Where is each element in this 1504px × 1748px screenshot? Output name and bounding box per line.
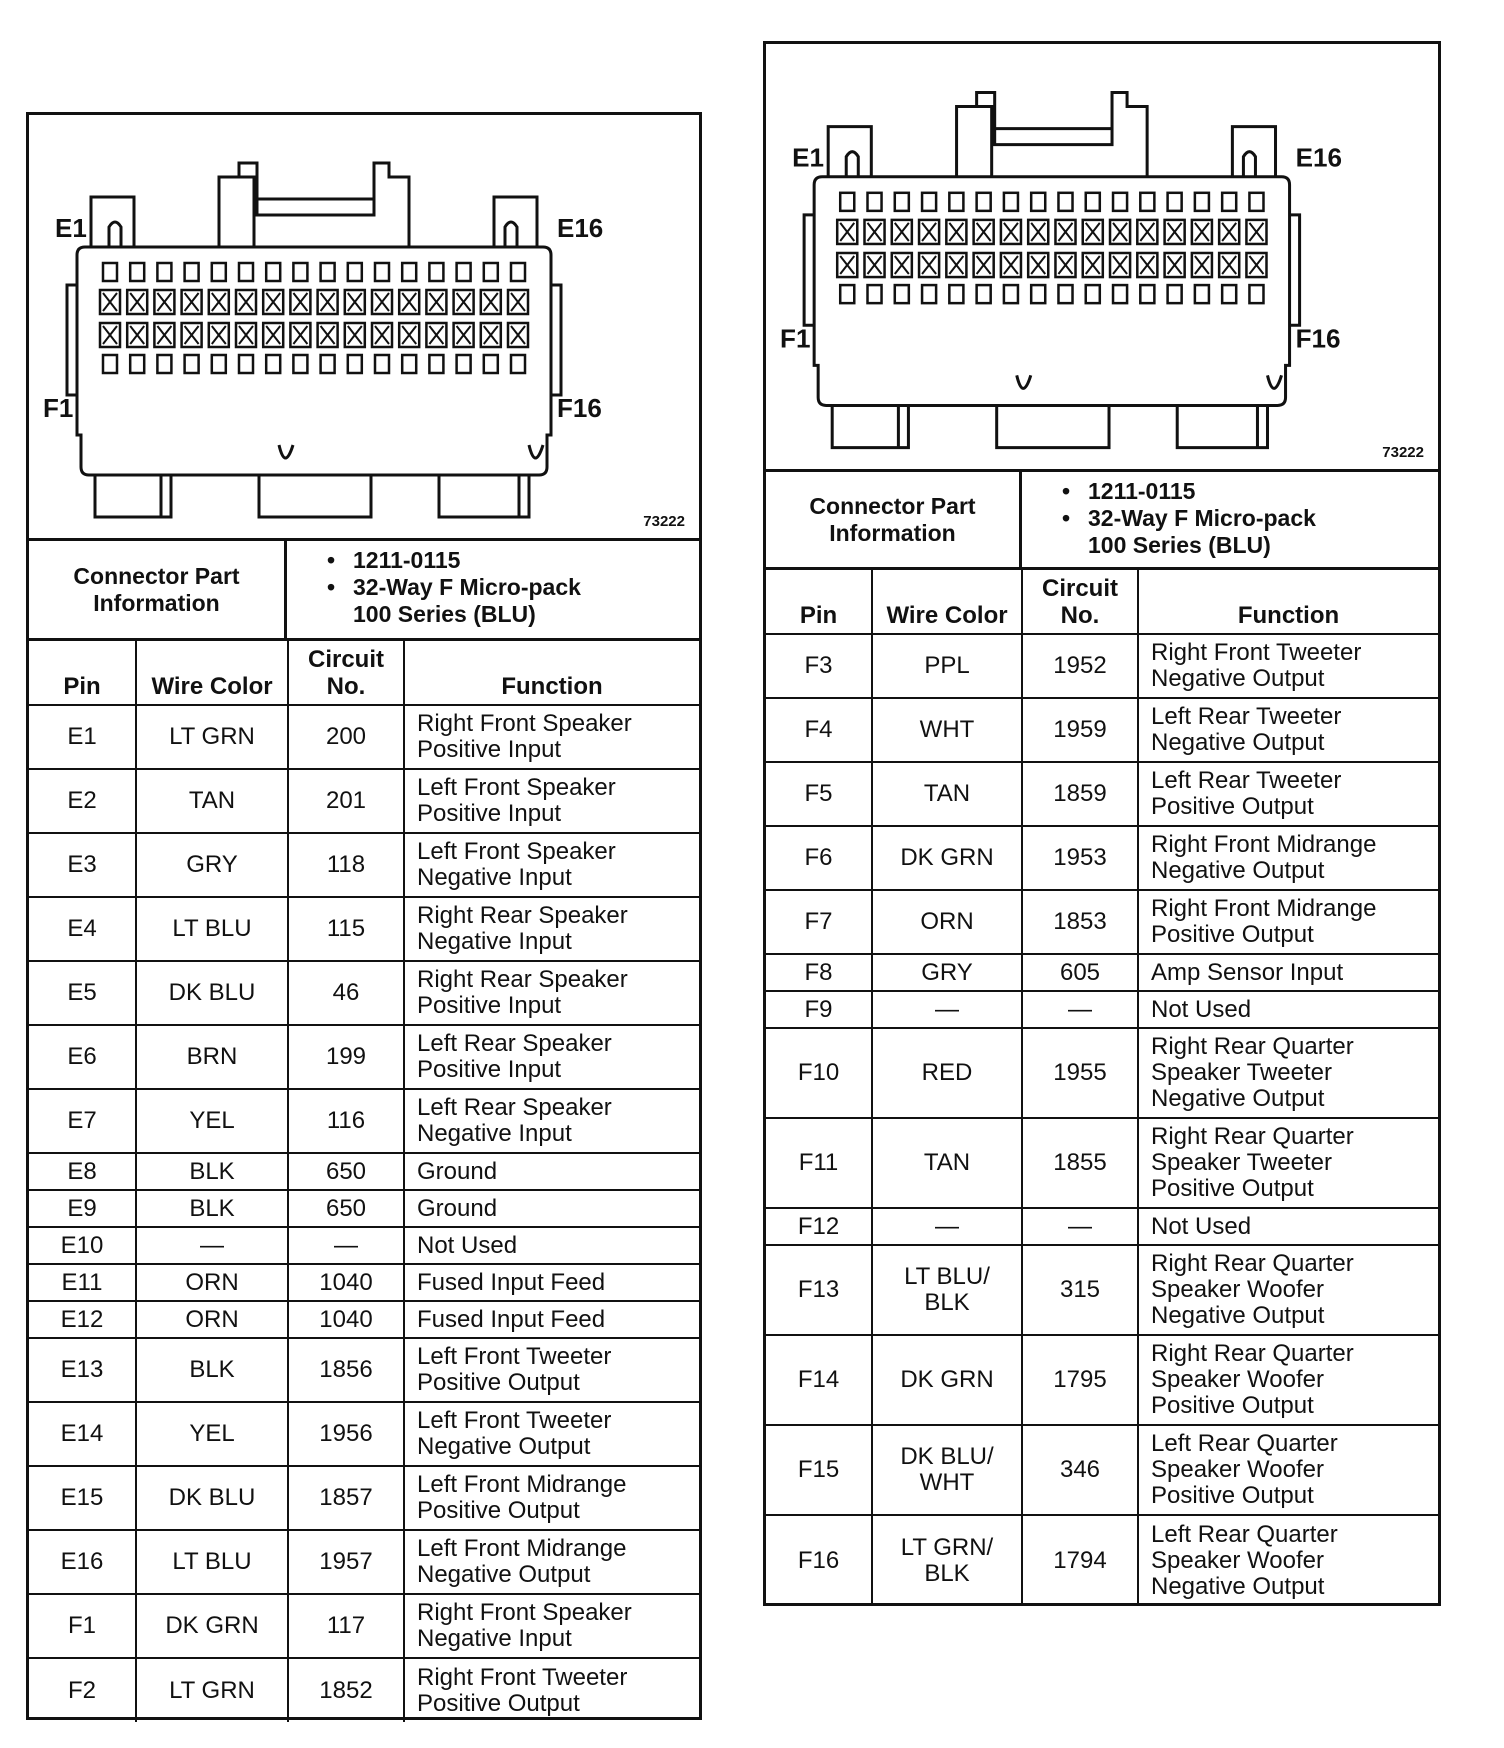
pin-label-f1: F1 [780,323,811,354]
table-row [29,1025,699,1089]
table-row [766,1425,1438,1515]
cell-wire-color: LT BLU/ BLK [872,1245,1022,1335]
cell-wire-color: YEL [136,1402,288,1466]
cell-function: Not Used [404,1227,699,1264]
table-header-row [29,641,699,705]
cell-function: Amp Sensor Input [1138,954,1438,991]
cell-wire-color: BLK [136,1153,288,1190]
connector-part-info [766,472,1438,570]
cell-pin: F5 [766,762,872,826]
col-wire-header: Wire Color [136,641,288,705]
cell-pin: E6 [29,1025,136,1089]
cell-pin: F13 [766,1245,872,1335]
cell-wire-color: — [872,991,1022,1028]
cell-pin: F11 [766,1118,872,1208]
cell-function: Left Front Tweeter Positive Output [404,1338,699,1402]
cell-function: Left Front Tweeter Negative Output [404,1402,699,1466]
connector-part-info-label: Connector Part Information [29,541,287,638]
pin-label-f1: F1 [43,393,74,423]
connector-part-info [29,541,699,641]
col-circuit-header: Circuit No. [288,641,404,705]
cell-function: Left Rear Quarter Speaker Woofer Negative Output [1138,1515,1438,1605]
cell-wire-color: PPL [872,634,1022,698]
table-row [766,1118,1438,1208]
cell-wire-color: GRY [136,833,288,897]
cell-pin: E11 [29,1264,136,1301]
cell-circuit: 1955 [1022,1028,1138,1118]
cell-function: Not Used [1138,991,1438,1028]
cell-function: Right Rear Quarter Speaker Tweeter Positive Output [1138,1118,1438,1208]
figure-number: 73222 [1382,444,1424,461]
table-row [29,769,699,833]
cell-wire-color: RED [872,1028,1022,1118]
cell-wire-color: TAN [872,762,1022,826]
connector-drawing-left [29,115,699,541]
connector-face-icon [766,44,1438,469]
cell-circuit: 650 [288,1190,404,1227]
pin-label-e16: E16 [557,213,604,243]
cell-pin: E16 [29,1530,136,1594]
cell-circuit: 46 [288,961,404,1025]
cell-wire-color: TAN [872,1118,1022,1208]
cell-wire-color: DK GRN [136,1594,288,1658]
cell-function: Fused Input Feed [404,1301,699,1338]
left-connector-panel [26,112,702,1720]
cell-wire-color: DK BLU/ WHT [872,1425,1022,1515]
cell-circuit: — [1022,991,1138,1028]
part-number: • 1211-0115 [287,547,699,574]
cell-pin: E9 [29,1190,136,1227]
cell-wire-color: LT GRN [136,705,288,769]
cell-circuit: 650 [288,1153,404,1190]
table-row [29,1227,699,1264]
cell-function: Right Front Tweeter Negative Output [1138,634,1438,698]
cell-pin: E1 [29,705,136,769]
pin-label-e1: E1 [792,142,824,173]
cell-function: Not Used [1138,1208,1438,1245]
col-function-header: Function [404,641,699,705]
cell-wire-color: — [136,1227,288,1264]
cell-circuit: 201 [288,769,404,833]
right-connector-panel [763,41,1441,1606]
cell-pin: E8 [29,1153,136,1190]
pinout-table-left [29,641,699,1722]
cell-pin: F1 [29,1594,136,1658]
cell-pin: F16 [766,1515,872,1605]
table-row [766,1335,1438,1425]
cell-function: Right Front Midrange Positive Output [1138,890,1438,954]
cell-wire-color: DK GRN [872,826,1022,890]
pin-label-e1: E1 [55,213,87,243]
connector-drawing-right [766,44,1438,472]
cell-circuit: 605 [1022,954,1138,991]
cell-wire-color: ORN [872,890,1022,954]
cell-function: Right Rear Speaker Positive Input [404,961,699,1025]
cell-circuit: 1794 [1022,1515,1138,1605]
figure-number: 73222 [643,513,685,530]
pin-label-f16: F16 [557,393,602,423]
connector-part-info-label: Connector Part Information [766,472,1022,567]
cell-circuit: 1857 [288,1466,404,1530]
table-row [29,961,699,1025]
table-row [29,1190,699,1227]
cell-wire-color: DK BLU [136,1466,288,1530]
cell-circuit: 115 [288,897,404,961]
cell-circuit: 116 [288,1089,404,1153]
cell-function: Right Rear Speaker Negative Input [404,897,699,961]
pin-label-e16: E16 [1295,142,1342,173]
cell-function: Right Rear Quarter Speaker Tweeter Negative Output [1138,1028,1438,1118]
cell-wire-color: ORN [136,1264,288,1301]
table-row [29,1594,699,1658]
cell-function: Left Front Midrange Positive Output [404,1466,699,1530]
cell-pin: F8 [766,954,872,991]
cell-function: Left Front Speaker Positive Input [404,769,699,833]
table-row [29,1264,699,1301]
cell-function: Ground [404,1153,699,1190]
table-row [766,991,1438,1028]
cell-circuit: 1856 [288,1338,404,1402]
table-row [766,826,1438,890]
table-row [766,1208,1438,1245]
cell-circuit: — [288,1227,404,1264]
cell-circuit: 1959 [1022,698,1138,762]
cell-wire-color: LT GRN [136,1658,288,1722]
cell-pin: F14 [766,1335,872,1425]
col-pin-header: Pin [766,570,872,634]
connector-face-icon [29,115,699,538]
table-header-row [766,570,1438,634]
pinout-table-right [766,570,1438,1605]
cell-wire-color: BLK [136,1338,288,1402]
table-row [29,1338,699,1402]
cell-pin: E7 [29,1089,136,1153]
cell-wire-color: BRN [136,1025,288,1089]
cell-pin: F4 [766,698,872,762]
cell-circuit: 1952 [1022,634,1138,698]
table-row [29,1301,699,1338]
cell-wire-color: GRY [872,954,1022,991]
table-row [29,1402,699,1466]
cell-function: Right Front Speaker Positive Input [404,705,699,769]
col-circuit-header: Circuit No. [1022,570,1138,634]
table-row [29,705,699,769]
cell-pin: F2 [29,1658,136,1722]
cell-circuit: 1859 [1022,762,1138,826]
cell-pin: E3 [29,833,136,897]
cell-circuit: 1853 [1022,890,1138,954]
cell-wire-color: WHT [872,698,1022,762]
cell-circuit: 1795 [1022,1335,1138,1425]
cell-circuit: 315 [1022,1245,1138,1335]
cell-pin: E5 [29,961,136,1025]
cell-wire-color: LT GRN/ BLK [872,1515,1022,1605]
cell-pin: F9 [766,991,872,1028]
table-row [29,897,699,961]
cell-circuit: 1953 [1022,826,1138,890]
cell-pin: E15 [29,1466,136,1530]
table-row [766,1245,1438,1335]
cell-pin: E4 [29,897,136,961]
table-row [29,833,699,897]
cell-circuit: 1957 [288,1530,404,1594]
cell-function: Right Rear Quarter Speaker Woofer Negative Output [1138,1245,1438,1335]
cell-function: Right Front Midrange Negative Output [1138,826,1438,890]
table-row [766,890,1438,954]
table-row [766,954,1438,991]
part-description: • 32-Way F Micro-pack 100 Series (BLU) [287,574,699,628]
cell-pin: E14 [29,1402,136,1466]
cell-pin: F7 [766,890,872,954]
table-row [766,698,1438,762]
cell-function: Left Rear Tweeter Positive Output [1138,762,1438,826]
table-row [766,762,1438,826]
cell-circuit: 200 [288,705,404,769]
cell-wire-color: BLK [136,1190,288,1227]
cell-wire-color: DK BLU [136,961,288,1025]
cell-circuit: 1040 [288,1264,404,1301]
part-description: • 32-Way F Micro-pack 100 Series (BLU) [1022,505,1438,559]
cell-function: Fused Input Feed [404,1264,699,1301]
cell-wire-color: LT BLU [136,1530,288,1594]
cell-circuit: 118 [288,833,404,897]
cell-circuit: 1040 [288,1301,404,1338]
cell-function: Left Front Midrange Negative Output [404,1530,699,1594]
cell-pin: E13 [29,1338,136,1402]
cell-function: Right Front Tweeter Positive Output [404,1658,699,1722]
cell-wire-color: TAN [136,769,288,833]
cell-pin: F3 [766,634,872,698]
cell-pin: F12 [766,1208,872,1245]
cell-circuit: 117 [288,1594,404,1658]
col-pin-header: Pin [29,641,136,705]
table-row [766,634,1438,698]
cell-pin: E10 [29,1227,136,1264]
table-row [29,1153,699,1190]
cell-pin: E12 [29,1301,136,1338]
cell-wire-color: ORN [136,1301,288,1338]
cell-function: Left Rear Speaker Positive Input [404,1025,699,1089]
cell-wire-color: LT BLU [136,897,288,961]
cell-function: Ground [404,1190,699,1227]
table-row [29,1658,699,1722]
cell-circuit: 1855 [1022,1118,1138,1208]
cell-function: Left Rear Tweeter Negative Output [1138,698,1438,762]
cell-circuit: — [1022,1208,1138,1245]
col-function-header: Function [1138,570,1438,634]
cell-pin: F10 [766,1028,872,1118]
part-number: • 1211-0115 [1022,478,1438,505]
cell-function: Right Rear Quarter Speaker Woofer Positive Output [1138,1335,1438,1425]
table-row [29,1089,699,1153]
table-row [29,1466,699,1530]
cell-pin: F15 [766,1425,872,1515]
cell-circuit: 1956 [288,1402,404,1466]
pin-label-f16: F16 [1295,323,1341,354]
cell-circuit: 199 [288,1025,404,1089]
col-wire-header: Wire Color [872,570,1022,634]
cell-circuit: 1852 [288,1658,404,1722]
table-row [766,1515,1438,1605]
cell-function: Left Rear Speaker Negative Input [404,1089,699,1153]
cell-circuit: 346 [1022,1425,1138,1515]
cell-function: Right Front Speaker Negative Input [404,1594,699,1658]
cell-function: Left Front Speaker Negative Input [404,833,699,897]
part-info-list [287,541,699,638]
cell-wire-color: — [872,1208,1022,1245]
table-row [29,1530,699,1594]
cell-wire-color: DK GRN [872,1335,1022,1425]
part-info-list [1022,472,1438,567]
cell-pin: F6 [766,826,872,890]
cell-pin: E2 [29,769,136,833]
cell-function: Left Rear Quarter Speaker Woofer Positive Output [1138,1425,1438,1515]
table-row [766,1028,1438,1118]
cell-wire-color: YEL [136,1089,288,1153]
